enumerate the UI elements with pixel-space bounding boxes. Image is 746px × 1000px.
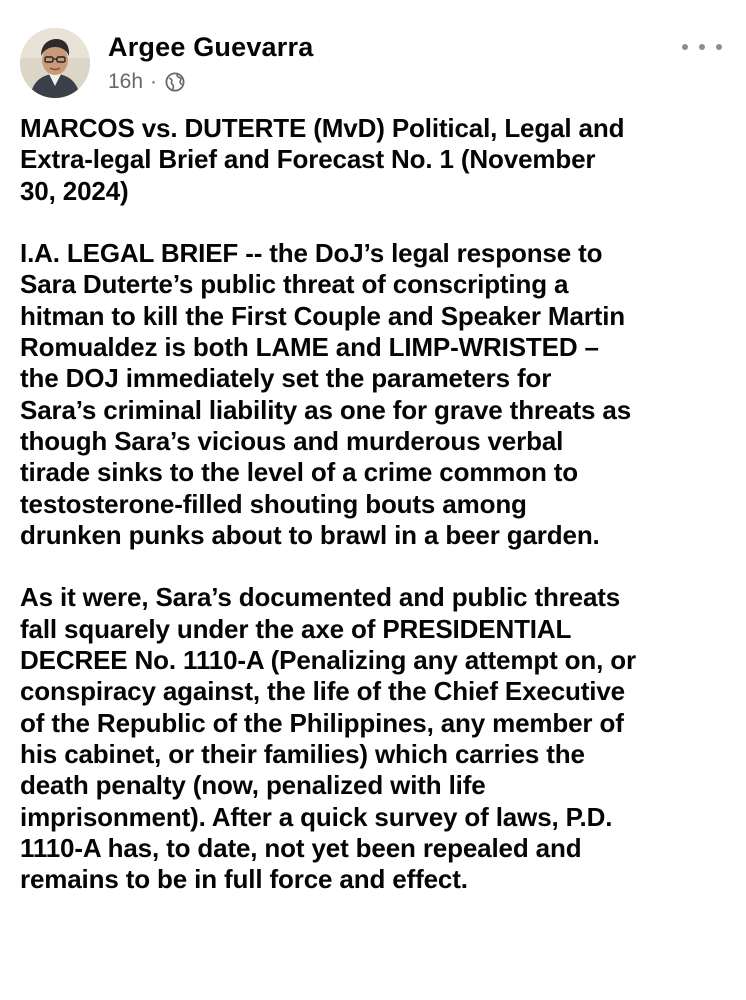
ellipsis-icon	[716, 44, 722, 50]
meta-separator: ·	[150, 70, 158, 93]
ellipsis-icon	[699, 44, 705, 50]
author-name[interactable]: Argee Guevarra	[108, 32, 314, 62]
post-paragraph-title: MARCOS vs. DUTERTE (MvD) Political, Legal and Extra-legal Brief and Forecast No. 1 (November 30, 2024)	[20, 113, 625, 206]
post-time[interactable]: 16h	[108, 70, 144, 93]
ellipsis-icon	[682, 44, 688, 50]
post-paragraph-legal-brief: I.A. LEGAL BRIEF -- the DoJ’s legal response to Sara Duterte’s public threat of conscripting a hitman to kill the First Couple and Speaker Martin Romualdez is both LAME and LIMP-WRISTED – the DOJ immediately set the parameters for Sara’s criminal liability as one for grave threats as though Sara’s vicious and murderous verbal tirade sinks to the level of a crime common to testosterone-filled shouting bouts among drunken punks about to brawl in a beer garden.	[20, 238, 632, 550]
post-header	[20, 28, 726, 100]
profile-photo	[20, 28, 90, 98]
author-avatar[interactable]	[20, 28, 90, 98]
post-meta	[108, 70, 185, 94]
more-options-button[interactable]	[682, 34, 722, 60]
post-body	[20, 113, 734, 927]
globe-icon[interactable]	[165, 72, 185, 92]
post-paragraph-decree: As it were, Sara’s documented and public threats fall squarely under the axe of PRESIDENTIAL DECREE No. 1110-A (Penalizing any attempt on, or conspiracy against, the life of the Chief Executive of the Republic of the Philippines, any member of his cabinet, or their families) which carries the death penalty (now, penalized with life imprisonment). After a quick survey of laws, P.D. 1110-A has, to date, not yet been repealed and remains to be in full force and effect.	[20, 582, 636, 895]
